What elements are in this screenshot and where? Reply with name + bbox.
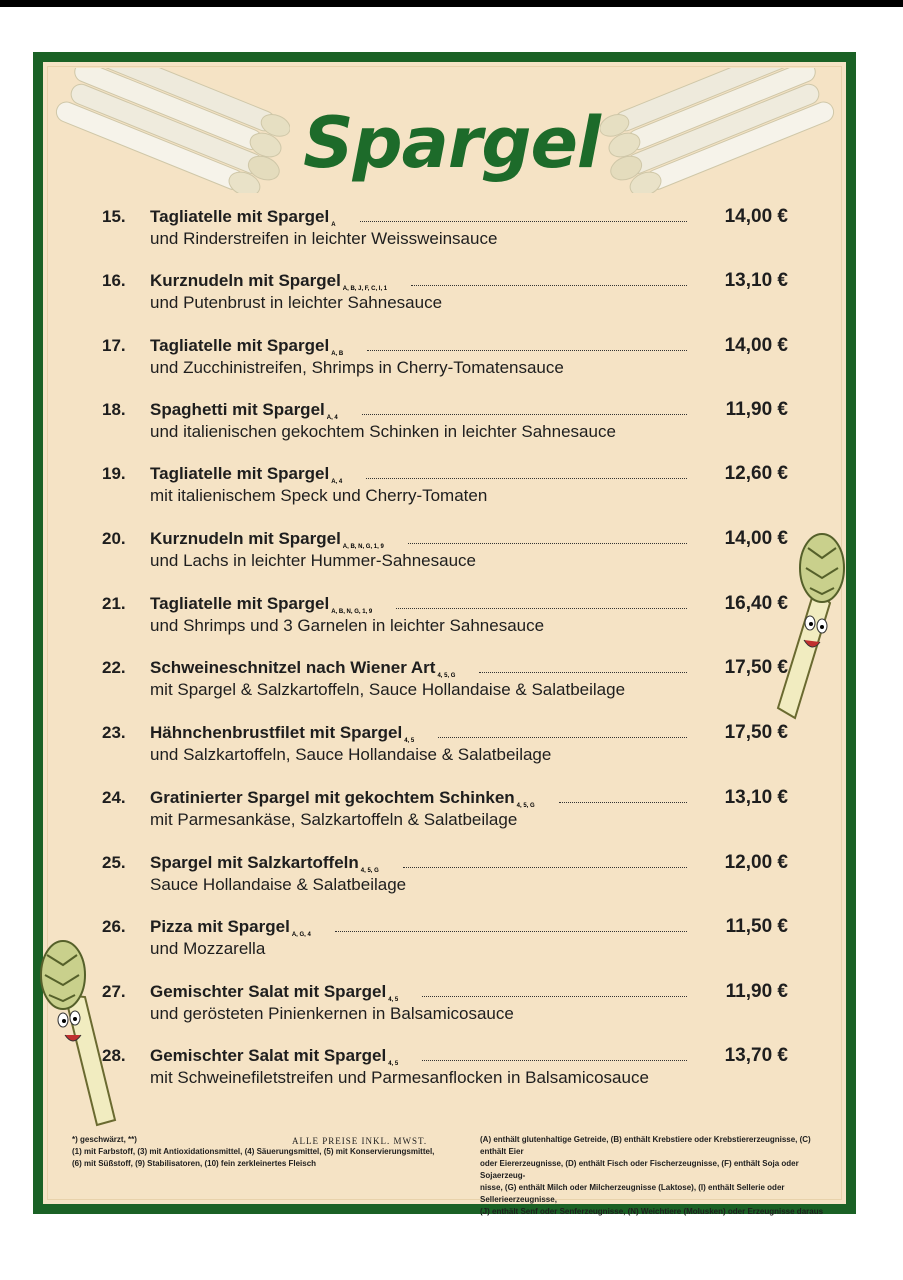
item-name: Spaghetti mit Spargel [150,400,325,419]
item-name: Gemischter Salat mit Spargel [150,1046,387,1065]
item-price: 16,40 € [724,593,788,614]
item-allergens: 4, 5, G [516,803,535,809]
item-price: 13,10 € [724,270,788,291]
item-number: 19. [102,464,126,483]
item-price: 11,90 € [725,399,788,420]
item-allergens: A, B, N, G, 1, 9 [331,609,373,615]
item-description: Sauce Hollandaise & Salatbeilage [150,875,407,894]
item-price: 12,60 € [724,463,788,484]
menu-item [0,722,903,782]
item-name: Spargel mit Salzkartoffeln [150,853,359,872]
item-number: 17. [102,336,126,355]
item-name: Tagliatelle mit Spargel [150,594,330,613]
item-allergens: 4, 5, G [437,673,456,679]
footnote-additives: *) geschwärzt, **) (1) mit Farbstoff, (3) mit Antioxidationsmittel, (4) Säuerungsmittel, (5) mit Konservierungsmittel, (6) mit Süßstoff, (9) Stabilisatoren, (10) fein zerkleinertes Fleisch [72,1135,435,1168]
menu-item [0,787,903,847]
item-name: Hähnchenbrustfilet mit Spargel [150,723,403,742]
item-number: 25. [102,853,126,872]
menu-item [0,399,903,459]
item-number: 24. [102,788,126,807]
item-number: 22. [102,658,126,677]
menu-item [0,916,903,976]
item-name: Tagliatelle mit Spargel [150,336,330,355]
menu-item [0,657,903,717]
item-description: mit Spargel & Salzkartoffeln, Sauce Hollandaise & Salatbeilage [150,680,626,699]
item-number: 20. [102,529,126,548]
item-allergens: A, B, N, G, 1, 9 [342,544,384,550]
item-number: 23. [102,723,126,742]
page-title: Spargel [303,102,600,184]
item-description: mit Schweinefiletstreifen und Parmesanflocken in Balsamicosauce [150,1068,649,1087]
item-price: 14,00 € [724,206,788,227]
item-name: Pizza mit Spargel [150,917,290,936]
item-allergens: A, 4 [331,479,343,485]
footnote-allergens: (A) enthält glutenhaltige Getreide, (B) enthält Krebstiere oder Krebstiererzeugnisse, (C) enthält Eier oder Eiererzeugnisse, (D) enthält Fisch oder Fischerzeugnisse, (F) enthält Soja oder Sojaerzeug- nisse, (G) enthält Milch oder Milcherzeugnisse (Laktose), (I) enthält Sellerie oder Sellerieerzeugnisse, (J) enthält Senf oder Senferzeugnisse, (N) Weichtiere (Molusken) oder Erzeugnisse daraus [480,1135,824,1216]
item-price: 14,00 € [724,528,788,549]
menu-item [0,1045,903,1105]
menu-item [0,270,903,330]
item-price: 13,70 € [724,1045,788,1066]
item-number: 16. [102,271,126,290]
item-allergens: 4, 5 [388,997,399,1003]
item-name: Tagliatelle mit Spargel [150,207,330,226]
item-number: 18. [102,400,126,419]
item-description: und Salzkartoffeln, Sauce Hollandaise & Salatbeilage [150,745,552,764]
footnote-prices: ALLE PREISE INKL. MWST. [292,1136,428,1146]
item-number: 26. [102,917,126,936]
item-description: und Mozzarella [150,939,266,958]
item-price: 11,90 € [725,981,788,1002]
item-allergens: 4, 5, G [360,868,379,874]
item-name: Kurznudeln mit Spargel [150,529,341,548]
item-price: 17,50 € [724,657,788,678]
menu-item [0,335,903,395]
item-number: 27. [102,982,126,1001]
item-allergens: A [331,222,336,228]
item-number: 15. [102,207,126,226]
menu-item [0,593,903,653]
item-allergens: A, G, 4 [291,932,311,938]
item-description: und italienischen gekochtem Schinken in leichter Sahnesauce [150,422,616,441]
item-number: 21. [102,594,126,613]
item-price: 12,00 € [724,852,788,873]
item-description: mit Parmesankäse, Salzkartoffeln & Salatbeilage [150,810,518,829]
item-allergens: 4, 5 [404,738,415,744]
menu-item [0,463,903,523]
item-name: Schweineschnitzel nach Wiener Art [150,658,436,677]
menu-item [0,206,903,266]
item-allergens: A, B [331,351,344,357]
item-allergens: A, 4 [326,415,338,421]
item-name: Kurznudeln mit Spargel [150,271,341,290]
item-description: und Putenbrust in leichter Sahnesauce [150,293,443,312]
item-number: 28. [102,1046,126,1065]
item-price: 14,00 € [724,335,788,356]
item-description: und Shrimps und 3 Garnelen in leichter Sahnesauce [150,616,545,635]
item-description: und gerösteten Pinienkernen in Balsamicosauce [150,1004,514,1023]
item-description: mit italienischem Speck und Cherry-Tomaten [150,486,488,505]
item-allergens: 4, 5 [388,1061,399,1067]
item-price: 17,50 € [724,722,788,743]
item-name: Tagliatelle mit Spargel [150,464,330,483]
menu-item [0,852,903,912]
item-price: 11,50 € [725,916,788,937]
item-price: 13,10 € [724,787,788,808]
menu-item [0,528,903,588]
item-allergens: A, B, J, F, C, I, 1 [342,286,388,292]
item-description: und Lachs in leichter Hummer-Sahnesauce [150,551,477,570]
item-name: Gratinierter Spargel mit gekochtem Schinken [150,788,515,807]
item-description: und Zucchinistreifen, Shrimps in Cherry-Tomatensauce [150,358,564,377]
item-description: und Rinderstreifen in leichter Weissweinsauce [150,229,498,248]
item-name: Gemischter Salat mit Spargel [150,982,387,1001]
menu-item [0,981,903,1041]
